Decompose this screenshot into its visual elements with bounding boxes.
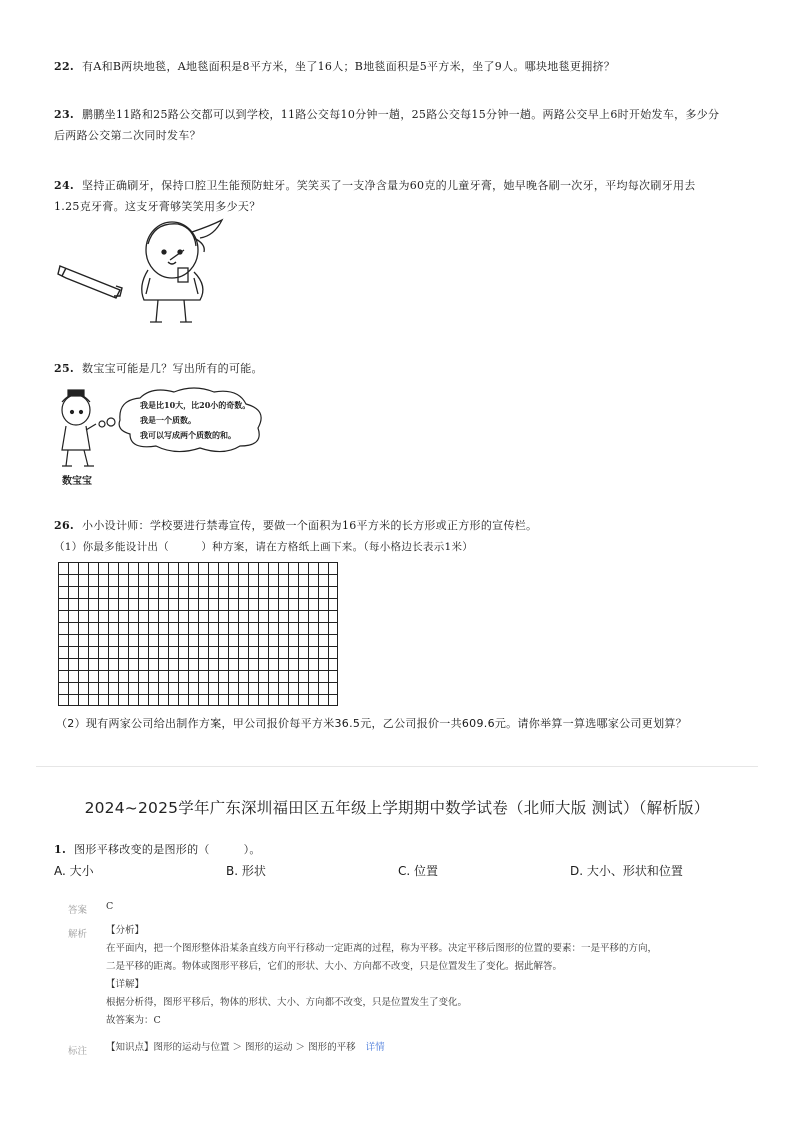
toothpaste-icon — [56, 262, 126, 302]
section-divider — [36, 766, 758, 767]
question-number: 25. — [54, 362, 75, 375]
bubble-text — [140, 398, 250, 443]
question-text-line1: 坚持正确刷牙，保持口腔卫生能预防蛀牙。笑笑买了一支净含量为60克的儿童牙膏，她早晚各刷一次牙，平均每次刷牙用去 — [82, 179, 696, 192]
question-26 — [54, 515, 744, 558]
question-24 — [54, 175, 744, 217]
question-sub-1: （1）你最多能设计出（ ）种方案，请在方格纸上画下来。（每小格边长表示1米） — [54, 541, 474, 553]
analysis-heading: 【分析】 — [106, 925, 145, 936]
knowledge-point-text: 【知识点】图形的运动与位置 ＞ 图形的运动 ＞ 图形的平移 — [106, 1042, 356, 1053]
question-number: 22. — [54, 60, 75, 73]
detail-line-1: 根据分析得，图形平移后，物体的形状、大小、方向都不改变，只是位置发生了变化。 — [106, 997, 468, 1008]
question-text: 图形平移改变的是图形的（ ）。 — [74, 843, 261, 856]
bubble-line-2: 我是一个质数。 — [140, 415, 196, 425]
question-23 — [54, 104, 744, 146]
question-number: 1. — [54, 843, 67, 856]
detail-line-2: 故答案为：C — [106, 1015, 161, 1026]
detail-heading: 【详解】 — [106, 979, 145, 990]
question-text: 数宝宝可能是几？写出所有的可能。 — [82, 362, 263, 375]
question-text-line2: 1.25克牙膏。这支牙膏够笑笑用多少天？ — [54, 200, 261, 213]
question-number: 23. — [54, 108, 75, 121]
knowledge-point — [106, 1039, 736, 1057]
exam-title: 2024~2025学年广东深圳福田区五年级上学期期中数学试卷（北师大版 测试）（解析版） — [84, 799, 710, 817]
note-label: 标注 — [68, 1046, 88, 1057]
bubble-line-3: 我可以写成两个质数的和。 — [140, 430, 236, 440]
question-22 — [54, 56, 744, 77]
answer-label: 答案 — [68, 905, 88, 916]
girl-brushing-illustration — [134, 216, 228, 328]
analysis-label: 解析 — [68, 929, 88, 940]
analysis-line-1: 在平面内，把一个图形整体沿某条直线方向平行移动一定距离的过程，称为平移。决定平移后图形的位置的要素：一是平移的方向， — [106, 943, 658, 954]
question-1 — [54, 839, 744, 860]
question-number: 26. — [54, 519, 75, 532]
question-text-line1: 鹏鹏坐11路和25路公交都可以到学校，11路公交每10分钟一趟，25路公交每15分钟一趟。两路公交早上6时开始发车，多少分 — [82, 108, 720, 121]
analysis-line-2: 二是平移的距离。物体或图形平移后，它们的形状、大小、方向都不改变，只是位置发生了变化。据此解答。 — [106, 961, 563, 972]
bubble-line-1: 我是比10大，比20小的奇数。 — [140, 400, 251, 410]
detail-link[interactable]: 详情 — [365, 1042, 385, 1053]
answer-value: C — [106, 901, 114, 912]
question-number: 24. — [54, 179, 75, 192]
question-sub-2: （2）现有两家公司给出制作方案，甲公司报价每平方米36.5元，乙公司报价一共609.6元。请你举算一算选哪家公司更划算？ — [56, 717, 687, 730]
option-d[interactable]: D. 大小、形状和位置 — [570, 864, 683, 878]
option-b[interactable]: B. 形状 — [226, 864, 266, 878]
question-25 — [54, 358, 744, 379]
analysis-block — [106, 922, 736, 1030]
question-text: 有A和B两块地毯，A地毯面积是8平方米，坐了16人；B地毯面积是5平方米，坐了9人。哪块地毯更拥挤？ — [82, 60, 616, 73]
option-c[interactable]: C. 位置 — [398, 864, 439, 878]
grid-paper[interactable] — [58, 562, 338, 706]
option-a[interactable]: A. 大小 — [54, 864, 94, 878]
kid-caption: 数宝宝 — [62, 476, 92, 487]
question-text: 小小设计师：学校要进行禁毒宣传，要做一个面积为16平方米的长方形或正方形的宣传栏。 — [82, 519, 538, 532]
question-text-line2: 后两路公交第二次同时发车？ — [54, 129, 201, 142]
